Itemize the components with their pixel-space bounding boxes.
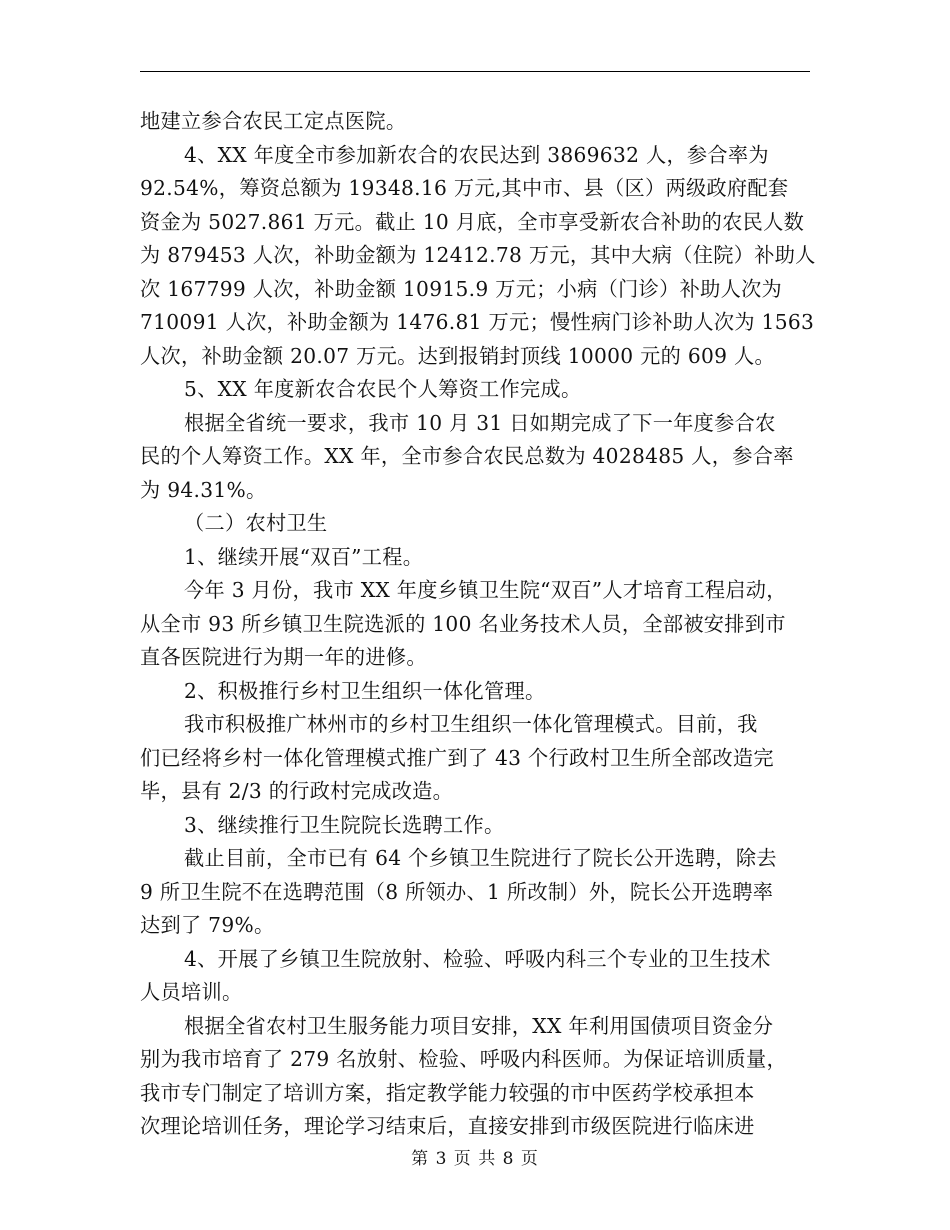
paragraph-line: 我市积极推广林州市的乡村卫生组织一体化管理模式。目前，我 bbox=[184, 712, 758, 736]
paragraph-line: 9 所卫生院不在选聘范围（8 所领办、1 所改制）外，院长公开选聘率 bbox=[140, 879, 774, 904]
paragraph-line: 次理论培训任务，理论学习结束后，直接安排到市级医院进行临床进 bbox=[140, 1114, 755, 1138]
paragraph-line: 710091 人次，补助金额为 1476.81 万元；慢性病门诊补助人次为 1563 bbox=[140, 310, 815, 334]
section-heading: 1、继续开展“双百”工程。 bbox=[184, 544, 424, 569]
section-heading: 4、开展了乡镇卫生院放射、检验、呼吸内科三个专业的卫生技术 bbox=[184, 946, 771, 971]
page-number: 第 3 页 共 8 页 bbox=[411, 1149, 539, 1169]
paragraph-line: 资金为 5027.861 万元。截止 10 月底，全市享受新农合补助的农民人数 bbox=[140, 209, 805, 234]
paragraph-line: 今年 3 月份，我市 XX 年度乡镇卫生院“双百”人才培育工程启动， bbox=[184, 578, 787, 602]
section-heading: 人员培训。 bbox=[140, 980, 243, 1004]
paragraph-line: 人次，补助金额 20.07 万元。达到报销封顶线 10000 元的 609 人。 bbox=[140, 343, 775, 368]
header-rule bbox=[140, 71, 810, 72]
section-heading: （二）农村卫生 bbox=[184, 511, 328, 535]
paragraph-line: 从全市 93 所乡镇卫生院选派的 100 名业务技术人员，全部被安排到市 bbox=[140, 611, 786, 636]
paragraph-line: 为 879453 人次，补助金额为 12412.78 万元，其中大病（住院）补助人 bbox=[140, 243, 816, 267]
paragraph-line: 92.54%，筹资总额为 19348.16 万元,其中市、县（区）两级政府配套 bbox=[140, 176, 789, 200]
paragraph-line: 达到了 79%。 bbox=[140, 913, 275, 937]
paragraph-line: 4、XX 年度全市参加新农合的农民达到 3869632 人，参合率为 bbox=[184, 142, 769, 167]
paragraph-line: 根据全省统一要求，我市 10 月 31 日如期完成了下一年度参合农 bbox=[184, 410, 776, 435]
paragraph-line: 我市专门制定了培训方案，指定教学能力较强的市中医药学校承担本 bbox=[140, 1080, 755, 1105]
paragraph-line: 毕，县有 2/3 的行政村完成改造。 bbox=[140, 779, 454, 803]
paragraph-line: 为 94.31%。 bbox=[140, 477, 267, 502]
paragraph-line: 地建立参合农民工定点医院。 bbox=[140, 109, 407, 133]
section-heading: 5、XX 年度新农合农民个人筹资工作完成。 bbox=[184, 377, 582, 401]
paragraph-line: 次 167799 人次，补助金额 10915.9 万元；小病（门诊）补助人次为 bbox=[140, 276, 783, 301]
paragraph-line: 截止目前，全市已有 64 个乡镇卫生院进行了院长公开选聘，除去 bbox=[184, 846, 777, 870]
paragraph-line: 根据全省农村卫生服务能力项目安排，XX 年利用国债项目资金分 bbox=[184, 1013, 774, 1038]
document-body bbox=[140, 105, 816, 1144]
paragraph-line: 直各医院进行为期一年的进修。 bbox=[140, 645, 427, 669]
paragraph-line: 们已经将乡村一体化管理模式推广到了 43 个行政村卫生所全部改造完 bbox=[140, 745, 774, 770]
paragraph-line: 民的个人筹资工作。XX 年，全市参合农民总数为 4028485 人，参合率 bbox=[140, 444, 794, 468]
section-heading: 3、继续推行卫生院院长选聘工作。 bbox=[184, 812, 505, 837]
paragraph-line: 别为我市培育了 279 名放射、检验、呼吸内科医师。为保证培训质量， bbox=[140, 1047, 788, 1071]
section-heading: 2、积极推行乡村卫生组织一体化管理。 bbox=[184, 678, 546, 703]
